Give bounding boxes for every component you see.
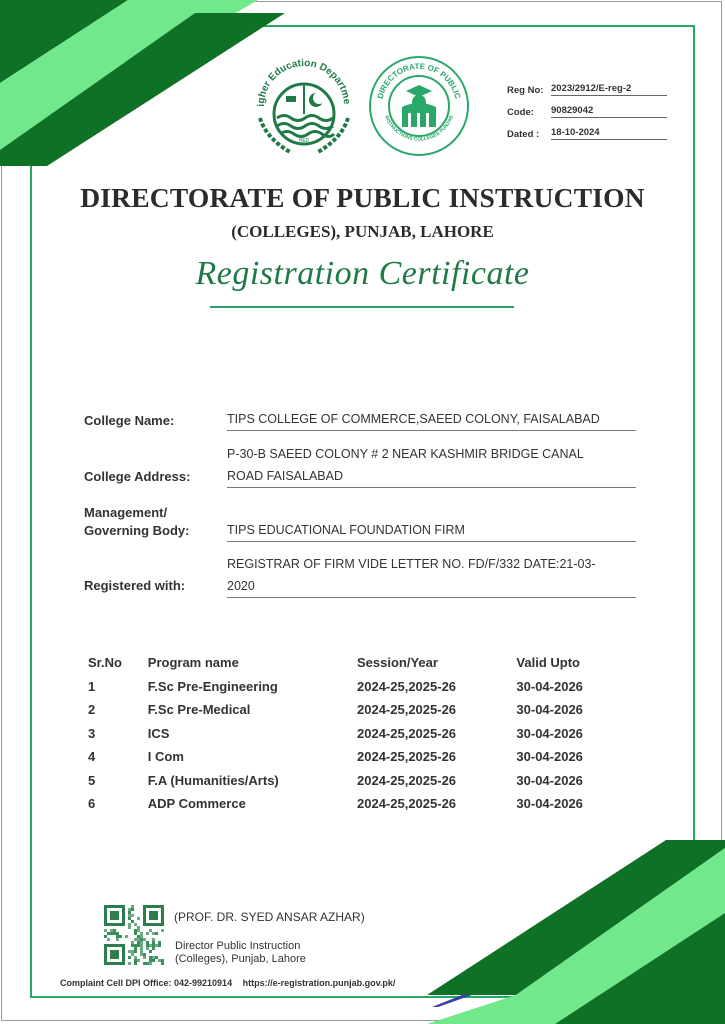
signatory-title-line-1: Director Public Instruction: [175, 940, 301, 952]
table-row: [86, 698, 626, 722]
reg-no-label: Reg No:: [507, 85, 544, 96]
table-row: [86, 675, 626, 699]
valid-upto: 30-04-2026: [516, 702, 583, 718]
sr-no: 3: [88, 725, 96, 741]
registration-meta: [507, 74, 667, 140]
sr-no: 5: [88, 772, 96, 788]
sr-no: 4: [88, 749, 96, 765]
registration-url-link[interactable]: https://e-registration.punjab.gov.pk/: [242, 978, 396, 988]
hed-logo: [250, 48, 358, 160]
signatory-title-line-2: (Colleges), Punjab, Lahore: [175, 953, 306, 965]
signatory-name: (PROF. DR. SYED ANSAR AZHAR): [174, 910, 365, 924]
sr-no: 1: [88, 678, 96, 694]
program-name: F.A (Humanities/Arts): [147, 772, 279, 788]
session-year: 2024-25,2025-26: [357, 749, 457, 765]
dpi-logo-text-top: DIRECTORATE OF PUBLIC: [375, 61, 463, 100]
session-year: 2024-25,2025-26: [357, 725, 457, 741]
programs-table: [86, 651, 626, 816]
header-sr-no: Sr.No: [88, 655, 122, 671]
dated-row: [507, 118, 667, 140]
management-label-line-2: Governing Body:: [84, 523, 190, 538]
registered-with-line-2: 2020: [227, 579, 255, 593]
valid-upto: 30-04-2026: [516, 725, 583, 741]
registered-with-line-1: REGISTRAR OF FIRM VIDE LETTER NO. FD/F/332 DATE:21-03-: [227, 557, 596, 571]
management-label-line-1: Management/: [84, 505, 168, 520]
dated-label: Dated :: [507, 129, 540, 140]
page-subtitle: (COLLEGES), PUNJAB, LAHORE: [231, 222, 494, 241]
session-year: 2024-25,2025-26: [357, 678, 457, 694]
college-address-label: College Address:: [84, 469, 191, 484]
certificate-heading-underline: [210, 306, 514, 308]
program-name: ICS: [147, 725, 170, 741]
dpi-logo-text-bottom: INSTRUCTIONS COLLEGES PUNJAB: [383, 114, 455, 143]
hed-logo-text: igher Education Departme: [255, 57, 353, 107]
complaint-cell: Complaint Cell DPI Office: 042-99210914: [60, 978, 233, 988]
certificate-heading: Registration Certificate: [195, 255, 530, 292]
college-name-value: TIPS COLLEGE OF COMMERCE,SAEED COLONY, FAISALABAD: [227, 408, 636, 431]
dpi-logo: [368, 55, 470, 157]
valid-upto: 30-04-2026: [516, 772, 583, 788]
valid-upto: 30-04-2026: [516, 678, 583, 694]
college-address-line-1: P-30-B SAEED COLONY # 2 NEAR KASHMIR BRIDGE CANAL: [227, 447, 584, 461]
table-row: [86, 722, 626, 746]
session-year: 2024-25,2025-26: [357, 772, 457, 788]
program-name: F.Sc Pre-Engineering: [147, 678, 278, 694]
svg-text:Higher Education Department: [250, 48, 352, 107]
reg-no-value: 2023/2912/E-reg-2: [551, 83, 667, 96]
code-label: Code:: [507, 107, 534, 118]
programs-table-header: [86, 651, 626, 675]
valid-upto: 30-04-2026: [516, 796, 583, 812]
table-row: [86, 745, 626, 769]
program-name: ADP Commerce: [147, 796, 246, 812]
college-name-label: College Name:: [84, 413, 175, 428]
hed-logo-abbr: HED: [298, 138, 310, 144]
reg-no-row: [507, 74, 667, 96]
signatory-title: [175, 940, 306, 966]
page-title: DIRECTORATE OF PUBLIC INSTRUCTION: [80, 182, 645, 213]
footer: [60, 978, 395, 988]
table-row: [86, 792, 626, 816]
sr-no: 2: [88, 702, 96, 718]
header-program-name: Program name: [147, 655, 239, 671]
header-session-year: Session/Year: [357, 655, 438, 671]
program-name: F.Sc Pre-Medical: [147, 702, 251, 718]
header-valid-upto: Valid Upto: [516, 655, 580, 671]
registered-with-value: [227, 553, 636, 598]
qr-code[interactable]: [104, 905, 164, 965]
college-address-line-2: ROAD FAISALABAD: [227, 469, 344, 483]
table-row: [86, 769, 626, 793]
session-year: 2024-25,2025-26: [357, 796, 457, 812]
management-label: [84, 504, 189, 540]
valid-upto: 30-04-2026: [516, 749, 583, 765]
code-row: [507, 96, 667, 118]
bottom-accent-blue: [432, 995, 472, 1007]
registered-with-label: Registered with:: [84, 578, 186, 593]
college-address-value: [227, 443, 636, 488]
sr-no: 6: [88, 796, 96, 812]
session-year: 2024-25,2025-26: [357, 702, 457, 718]
code-value: 90829042: [551, 105, 667, 118]
program-name: I Com: [147, 749, 184, 765]
management-value: TIPS EDUCATIONAL FOUNDATION FIRM: [227, 519, 636, 542]
dated-value: 18-10-2024: [551, 127, 667, 140]
